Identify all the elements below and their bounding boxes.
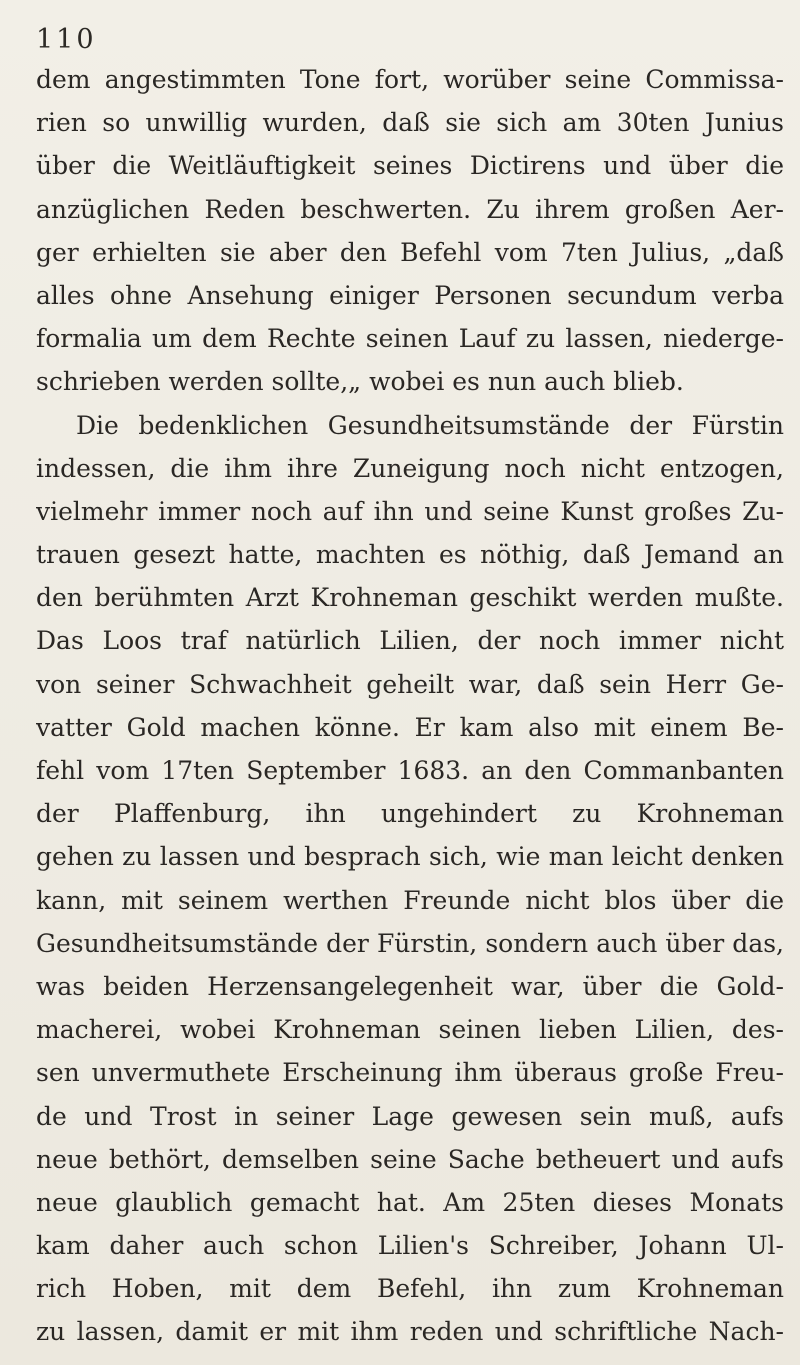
text-line: rien so unwillig wurden, daß sie sich am 30ten Junius	[36, 108, 784, 138]
text-line: kann, mit seinem werthen Freunde nicht blos über die	[36, 885, 784, 915]
text-line: sen unvermuthete Erscheinung ihm überaus große Freu-	[36, 1058, 784, 1088]
text-line: dem angestimmten Tone fort, worüber seine Commissa-	[36, 65, 784, 94]
text-line: indessen, die ihm ihre Zuneigung noch nicht entzogen,	[36, 453, 784, 483]
text-line: gehen zu lassen und besprach sich, wie man leicht denken	[36, 842, 784, 872]
text-line: schrieben werden sollte,„ wobei es nun auch blieb.	[36, 367, 684, 397]
text-line: zu lassen, damit er mit ihm reden und schriftliche Nach-	[36, 1317, 784, 1347]
text-line: was beiden Herzensangelegenheit war, über die Gold-	[36, 971, 784, 1001]
text-line: kam daher auch schon Lilien's Schreiber, Johann Ul-	[36, 1231, 784, 1261]
text-line: von seiner Schwachheit geheilt war, daß sein Herr Ge-	[36, 669, 784, 699]
text-line: alles ohne Ansehung einiger Personen secundum verba	[36, 280, 784, 310]
text-line: den berühmten Arzt Krohneman geschikt werden mußte.	[36, 583, 784, 613]
text-line: Gesundheitsumstände der Fürstin, sondern auch über das,	[36, 928, 784, 958]
text-line: Das Loos traf natürlich Lilien, der noch immer nicht	[36, 626, 784, 656]
text-line: der Plaffenburg, ihn ungehindert zu Krohneman	[36, 799, 784, 829]
text-line: neue glaublich gemacht hat. Am 25ten dieses Monats	[36, 1187, 784, 1217]
text-line: de und Trost in seiner Lage gewesen sein muß, aufs	[36, 1101, 784, 1131]
text-line: formalia um dem Rechte seinen Lauf zu lassen, niederge-	[36, 324, 784, 354]
text-line: neue bethört, demselben seine Sache betheuert und aufs	[36, 1144, 784, 1174]
text-line: vatter Gold machen könne. Er kam also mit einem Be-	[36, 712, 784, 742]
body-text	[36, 58, 784, 1354]
text-line: ger erhielten sie aber den Befehl vom 7ten Julius, „daß	[36, 237, 784, 267]
text-line: vielmehr immer noch auf ihn und seine Kunst großes Zu-	[36, 496, 784, 526]
page-number: 110	[36, 24, 97, 55]
text-line: Die bedenklichen Gesundheitsumstände der Fürstin	[76, 410, 784, 440]
text-line: über die Weitläuftigkeit seines Dictirens und über die	[36, 151, 784, 181]
text-line: macherei, wobei Krohneman seinen lieben Lilien, des-	[36, 1015, 784, 1045]
text-line: rich Hoben, mit dem Befehl, ihn zum Krohneman	[36, 1274, 784, 1304]
text-line: anzüglichen Reden beschwerten. Zu ihrem großen Aer-	[36, 194, 784, 224]
text-line: fehl vom 17ten September 1683. an den Commanbanten	[36, 756, 784, 785]
text-line: trauen gesezt hatte, machten es nöthig, daß Jemand an	[36, 540, 784, 570]
